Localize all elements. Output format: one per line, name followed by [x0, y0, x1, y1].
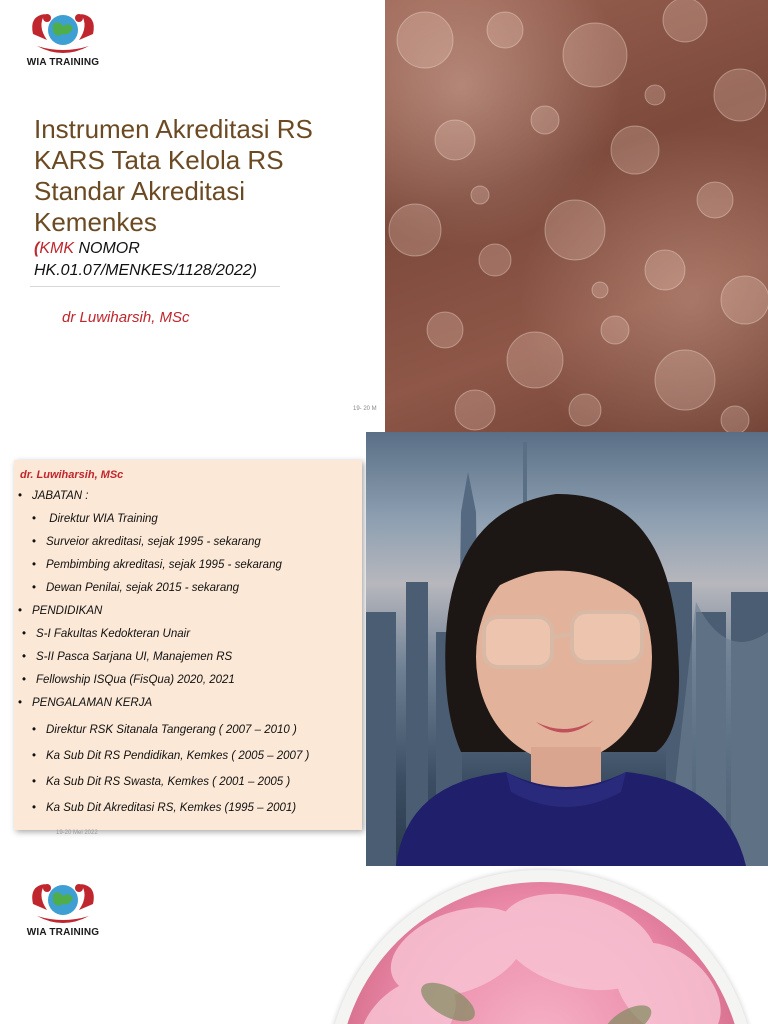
- bokeh-circles: [385, 0, 768, 432]
- slide-title: [0, 0, 768, 432]
- list-item: • Dewan Penilai, sejak 2015 - sekarang: [32, 582, 240, 594]
- speaker-photo: [366, 432, 768, 866]
- wia-logo-icon: [23, 876, 103, 926]
- decree-nomor: NOMOR: [74, 240, 140, 257]
- logo-text: WIA TRAINING: [26, 57, 100, 68]
- bio-name: dr. Luwiharsih, MSc: [20, 469, 124, 481]
- title-line: Instrumen Akreditasi RS: [34, 114, 313, 144]
- list-item: • JABATAN :: [18, 490, 89, 502]
- flower-frame: [326, 870, 756, 1024]
- list-item: • Direktur RSK Sitanala Tangerang ( 2007 – 2010 ): [32, 724, 297, 736]
- list-item: • PENDIDIKAN: [18, 605, 103, 617]
- slide-date: 19- 20 M: [353, 406, 377, 412]
- list-item: • Ka Sub Dit RS Swasta, Kemkes ( 2001 – 2005 ): [32, 776, 291, 788]
- wia-logo-icon: [23, 6, 103, 56]
- list-item: • S-II Pasca Sarjana UI, Manajemen RS: [22, 651, 233, 663]
- author-name: dr Luwiharsih, MSc: [62, 309, 190, 326]
- list-item: • Pembimbing akreditasi, sejak 1995 - sekarang: [32, 559, 282, 571]
- bokeh-background-image: [385, 0, 768, 432]
- list-item: • Direktur WIA Training: [32, 513, 158, 525]
- kmk-label: KMK: [39, 240, 74, 257]
- speaker-portrait-illustration: [366, 432, 768, 866]
- list-item: • S-I Fakultas Kedokteran Unair: [22, 628, 191, 640]
- list-item: • Ka Sub Dit Akreditasi RS, Kemkes (1995 – 2001): [32, 802, 297, 814]
- decree-number: HK.01.07/MENKES/1128/2022): [34, 262, 257, 279]
- slide-closing: [0, 866, 768, 1024]
- pink-flower-image: [338, 882, 744, 1024]
- flower-petals: [338, 882, 744, 1024]
- wia-training-logo: [22, 6, 104, 68]
- decree-reference: [34, 238, 354, 282]
- slide-title-text: [34, 114, 374, 238]
- slide-date: 19-20 Mei 2022: [56, 830, 98, 836]
- title-line: KARS Tata Kelola RS: [34, 145, 284, 175]
- list-item: • Ka Sub Dit RS Pendidikan, Kemkes ( 2005 – 2007 ): [32, 750, 310, 762]
- list-item: • Surveior akreditasi, sejak 1995 - sekarang: [32, 536, 261, 548]
- title-divider: [30, 286, 280, 287]
- wia-training-logo: [22, 876, 104, 938]
- list-item: • PENGALAMAN KERJA: [18, 697, 153, 709]
- logo-text: WIA TRAINING: [26, 927, 100, 938]
- bio-panel: [14, 460, 362, 830]
- slide-profile: [0, 432, 768, 866]
- title-line: Kemenkes: [34, 207, 157, 237]
- title-line: Standar Akreditasi: [34, 176, 246, 206]
- open-paren: (: [34, 240, 40, 257]
- list-item: • Fellowship ISQua (FisQua) 2020, 2021: [22, 674, 235, 686]
